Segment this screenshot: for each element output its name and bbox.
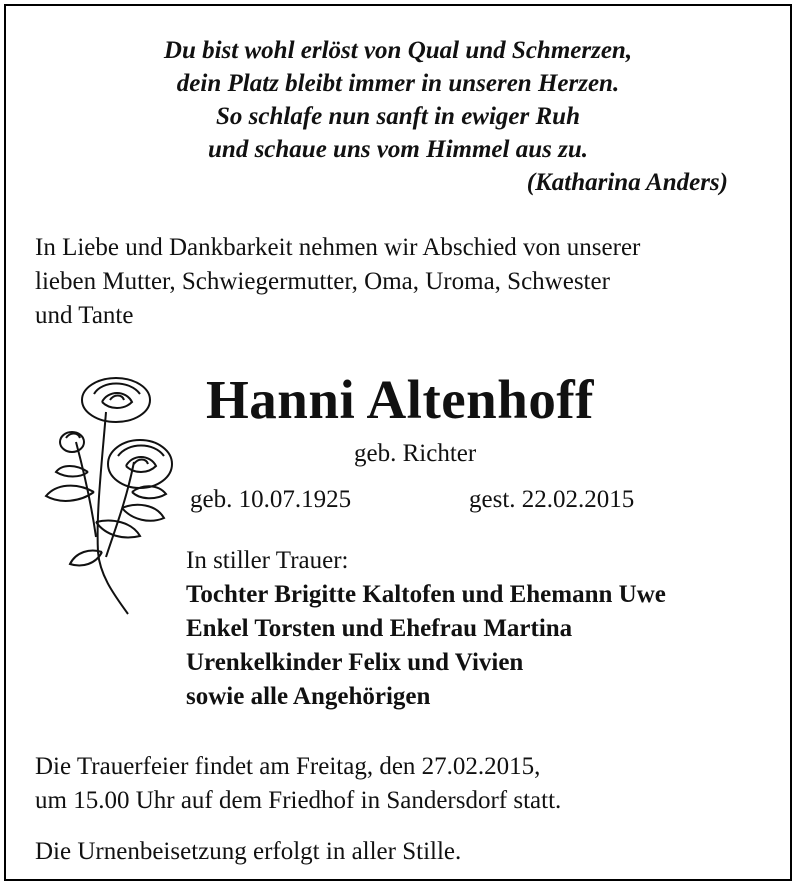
obituary-notice bbox=[4, 4, 792, 881]
death-date: gest. 22.02.2015 bbox=[469, 486, 635, 513]
memorial-poem bbox=[6, 34, 790, 196]
poem-author: (Katharina Anders) bbox=[526, 169, 728, 196]
poem-line: dein Platz bleibt immer in unseren Herzen. bbox=[176, 70, 620, 97]
mourner-line: Urenkelkinder Felix und Vivien bbox=[186, 649, 524, 676]
funeral-line: Die Trauerfeier findet am Freitag, den 27.02.2015, bbox=[35, 753, 541, 780]
rose-icon bbox=[36, 372, 176, 622]
birth-name: geb. Richter bbox=[354, 440, 477, 467]
deceased-name: Hanni Altenhoff bbox=[206, 369, 594, 430]
mourner-line: sowie alle Angehörigen bbox=[186, 683, 431, 710]
funeral-details bbox=[35, 750, 561, 818]
birth-date: geb. 10.07.1925 bbox=[190, 486, 352, 513]
mourner-line: Tochter Brigitte Kaltofen und Ehemann Uwe bbox=[186, 581, 666, 608]
mourners-heading: In stiller Trauer: bbox=[186, 547, 349, 574]
poem-line: Du bist wohl erlöst von Qual und Schmerzen, bbox=[163, 37, 633, 64]
funeral-line: um 15.00 Uhr auf dem Friedhof in Sandersdorf statt. bbox=[35, 787, 562, 814]
intro-line: lieben Mutter, Schwiegermutter, Oma, Uroma, Schwester bbox=[35, 268, 610, 295]
mourners-list bbox=[186, 544, 666, 714]
intro-line: und Tante bbox=[35, 302, 134, 329]
intro-line: In Liebe und Dankbarkeit nehmen wir Abschied von unserer bbox=[35, 234, 641, 261]
urn-burial-note: Die Urnenbeisetzung erfolgt in aller Stille. bbox=[35, 838, 462, 865]
mourner-line: Enkel Torsten und Ehefrau Martina bbox=[186, 615, 573, 642]
intro-text bbox=[35, 231, 775, 333]
poem-line: So schlafe nun sanft in ewiger Ruh bbox=[216, 103, 580, 130]
poem-line: und schaue uns vom Himmel aus zu. bbox=[208, 136, 588, 163]
